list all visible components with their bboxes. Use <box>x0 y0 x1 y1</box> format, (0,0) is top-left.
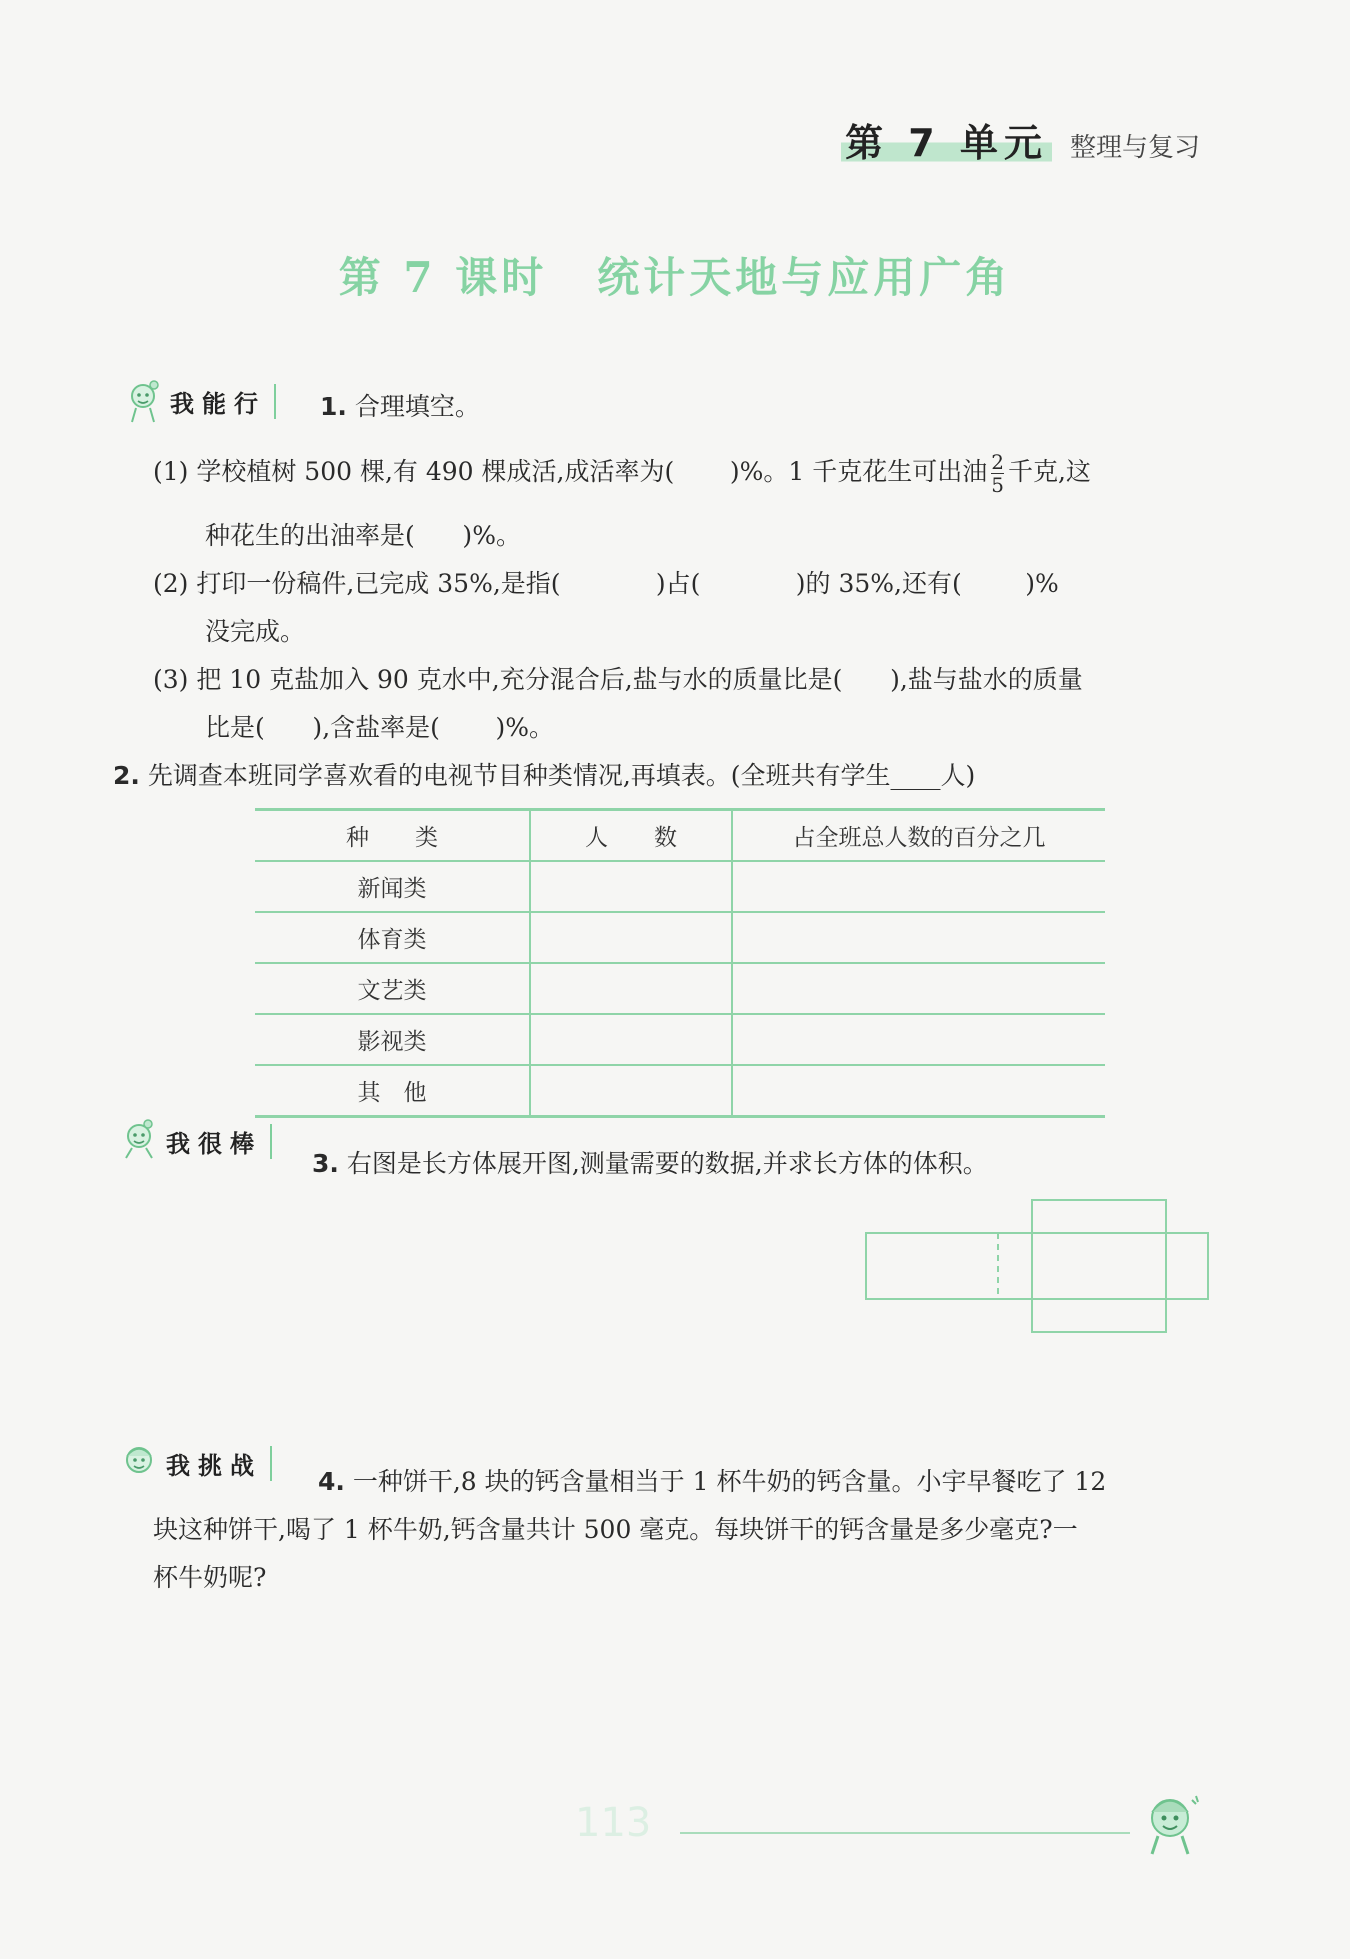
q2-text: 2. 先调查本班同学喜欢看的电视节目种类情况,再填表。(全班共有学生____人) <box>113 761 976 790</box>
percent-cell[interactable] <box>732 1065 1105 1117</box>
count-cell[interactable] <box>530 963 732 1014</box>
section-badge-3 <box>118 1440 272 1486</box>
percent-cell[interactable] <box>732 963 1105 1014</box>
table-row: 其 他 <box>255 1065 1105 1117</box>
count-cell[interactable] <box>530 1014 732 1065</box>
table-row: 文艺类 <box>255 963 1105 1014</box>
fraction: $\frac{2}{5}$ <box>991 450 1004 497</box>
badge-label: 我挑战 <box>166 1446 272 1481</box>
page-number: 113 <box>575 1800 652 1846</box>
count-cell[interactable] <box>530 861 732 912</box>
q1-part3-line1: (3) 把 10 克盐加入 90 克水中,充分混合后,盐与水的质量比是( ),盐与盐水的质量 <box>153 665 1083 694</box>
mascot-footer-icon <box>1140 1790 1205 1860</box>
header-category: 种 类 <box>255 810 530 862</box>
unit-subtitle: 整理与复习 <box>1069 133 1200 163</box>
unit-header <box>841 112 1200 167</box>
q1-part1-line2: 种花生的出油率是( )%。 <box>205 521 521 550</box>
q1-part1-line1: (1) 学校植树 500 棵,有 490 棵成活,成活率为( )%。1 千克花生可出油 $\frac{2}{5}$ 千克,这 <box>153 450 1091 497</box>
badge-label: 我很棒 <box>166 1124 272 1159</box>
percent-cell[interactable] <box>732 912 1105 963</box>
q1-part2-line2: 没完成。 <box>205 617 306 646</box>
lesson-topic: 统计天地与应用广角 <box>597 253 1012 302</box>
mascot-girl-icon <box>118 1118 160 1164</box>
q4-line2: 块这种饼干,喝了 1 杯牛奶,钙含量共计 500 毫克。每块饼干的钙含量是多少毫克?一 <box>153 1515 1078 1544</box>
survey-table <box>255 808 1105 1118</box>
count-cell[interactable] <box>530 1065 732 1117</box>
footer-divider <box>680 1832 1130 1834</box>
q1-part2-line1: (2) 打印一份稿件,已完成 35%,是指( )占( )的 35%,还有( )% <box>153 569 1059 598</box>
badge-label: 我能行 <box>170 384 276 419</box>
mascot-girl-icon <box>122 378 164 424</box>
q1-part3-line2: 比是( ),含盐率是( )%。 <box>205 713 555 742</box>
table-header-row <box>255 810 1105 862</box>
section-badge-1 <box>122 378 276 424</box>
q3-text: 3. 右图是长方体展开图,测量需要的数据,并求长方体的体积。 <box>312 1149 988 1178</box>
mascot-boy-icon <box>118 1440 160 1486</box>
box-net-diagram <box>860 1195 1210 1345</box>
unit-title: 第 7 单元 <box>841 112 1052 167</box>
lesson-title <box>0 245 1350 305</box>
percent-cell[interactable] <box>732 1014 1105 1065</box>
section-badge-2 <box>118 1118 272 1164</box>
table-row: 体育类 <box>255 912 1105 963</box>
percent-cell[interactable] <box>732 861 1105 912</box>
count-cell[interactable] <box>530 912 732 963</box>
q1-title: 1. 合理填空。 <box>320 392 480 421</box>
table-row: 影视类 <box>255 1014 1105 1065</box>
q4-line3: 杯牛奶呢? <box>153 1563 267 1592</box>
table-row: 新闻类 <box>255 861 1105 912</box>
q4-line1: 4. 一种饼干,8 块的钙含量相当于 1 杯牛奶的钙含量。小宇早餐吃了 12 <box>318 1467 1107 1496</box>
lesson-number: 第 7 课时 <box>338 253 548 302</box>
header-percent: 占全班总人数的百分之几 <box>732 810 1105 862</box>
header-count: 人 数 <box>530 810 732 862</box>
